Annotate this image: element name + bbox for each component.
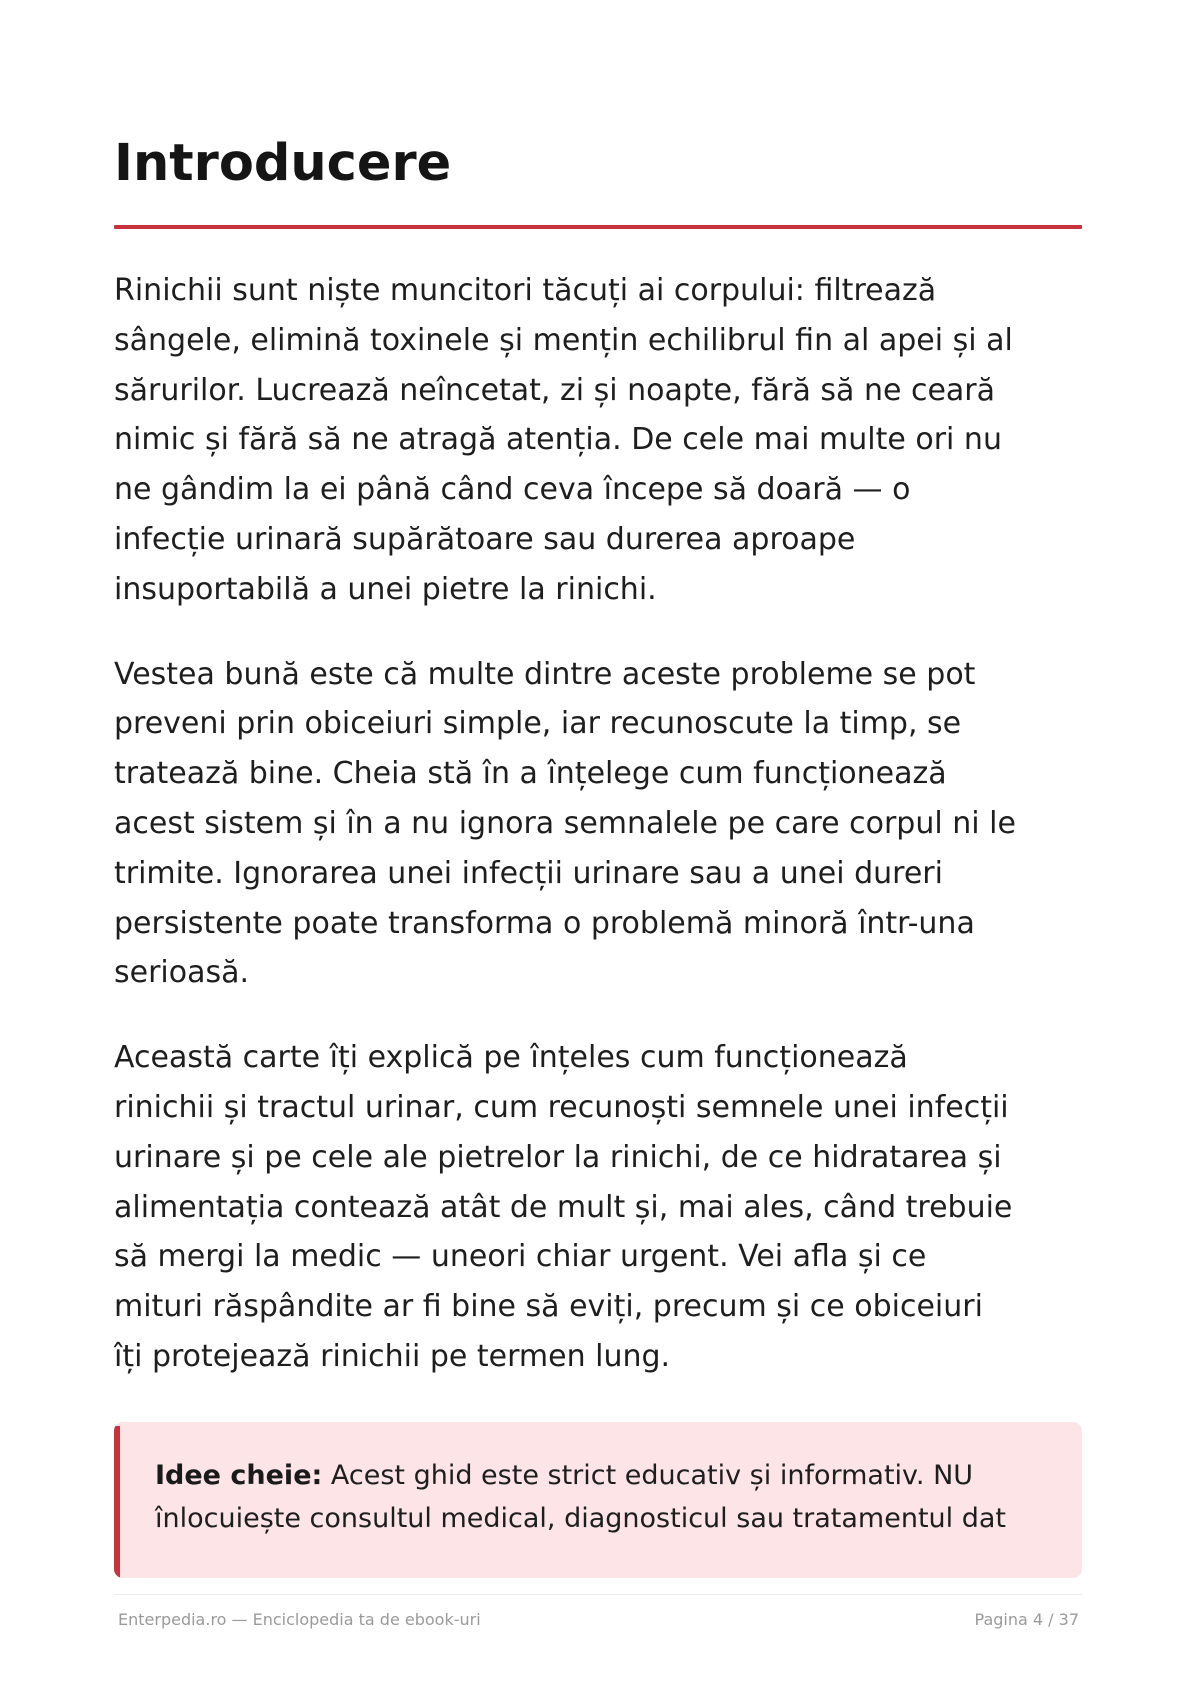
key-idea-callout bbox=[114, 1422, 1082, 1578]
callout-line-text: Acest ghid este strict educativ și informativ. NU bbox=[322, 1460, 974, 1491]
text-line: insuportabilă a unei pietre la rinichi. bbox=[114, 571, 657, 607]
text-line: preveni prin obiceiuri simple, iar recunoscute la timp, se bbox=[114, 706, 962, 742]
text-line: infecție urinară supărătoare sau durerea aproape bbox=[114, 521, 856, 557]
text-line: ne gândim la ei până când ceva începe să doară — o bbox=[114, 472, 911, 508]
page-number: Pagina 4 / 37 bbox=[974, 1610, 1079, 1629]
text-line: trimite. Ignorarea unei infecții urinare sau a unei dureri bbox=[114, 855, 943, 891]
paragraph bbox=[114, 650, 1089, 999]
text-line: mituri răspândite ar fi bine să eviți, precum și ce obiceiuri bbox=[114, 1289, 983, 1325]
text-line: serioasă. bbox=[114, 955, 250, 991]
footer-divider bbox=[114, 1594, 1082, 1595]
text-line: să mergi la medic — uneori chiar urgent. Vei afla și ce bbox=[114, 1239, 927, 1275]
text-line: alimentația contează atât de mult și, mai ales, când trebuie bbox=[114, 1189, 1013, 1225]
callout-label: Idee cheie: bbox=[155, 1460, 323, 1491]
text-line: Vestea bună este că multe dintre aceste probleme se pot bbox=[114, 656, 976, 692]
title-divider bbox=[114, 225, 1082, 229]
text-line: nimic și fără să ne atragă atenția. De cele mai multe ori nu bbox=[114, 422, 1002, 458]
text-line: persistente poate transforma o problemă minoră într-una bbox=[114, 905, 975, 941]
text-line: sângele, elimină toxinele și mențin echilibrul fin al apei și al bbox=[114, 322, 1013, 358]
callout-text bbox=[155, 1454, 1006, 1540]
text-line: Această carte îți explică pe înțeles cum funcționează bbox=[114, 1040, 908, 1076]
text-line: acest sistem și în a nu ignora semnalele pe care corpul ni le bbox=[114, 805, 1016, 841]
footer-source: Enterpedia.ro — Enciclopedia ta de ebook-uri bbox=[118, 1610, 481, 1629]
text-line: îți protejează rinichii pe termen lung. bbox=[114, 1338, 671, 1374]
body-text bbox=[114, 266, 1089, 1417]
text-line: Rinichii sunt niște muncitori tăcuți ai corpului: filtrează bbox=[114, 273, 937, 308]
text-line: urinare și pe cele ale pietrelor la rinichi, de ce hidratarea și bbox=[114, 1139, 1002, 1175]
text-line: tratează bine. Cheia stă în a înțelege cum funcționează bbox=[114, 756, 947, 792]
paragraph bbox=[114, 266, 1089, 615]
page-title: Introducere bbox=[114, 134, 452, 193]
paragraph bbox=[114, 1033, 1089, 1382]
text-line: sărurilor. Lucrează neîncetat, zi și noapte, fără să ne ceară bbox=[114, 372, 996, 408]
text-line: rinichii și tractul urinar, cum recunoști semnele unei infecții bbox=[114, 1089, 1009, 1125]
callout-line bbox=[155, 1454, 1006, 1497]
callout-line: înlocuiește consultul medical, diagnosticul sau tratamentul dat bbox=[155, 1503, 1007, 1534]
